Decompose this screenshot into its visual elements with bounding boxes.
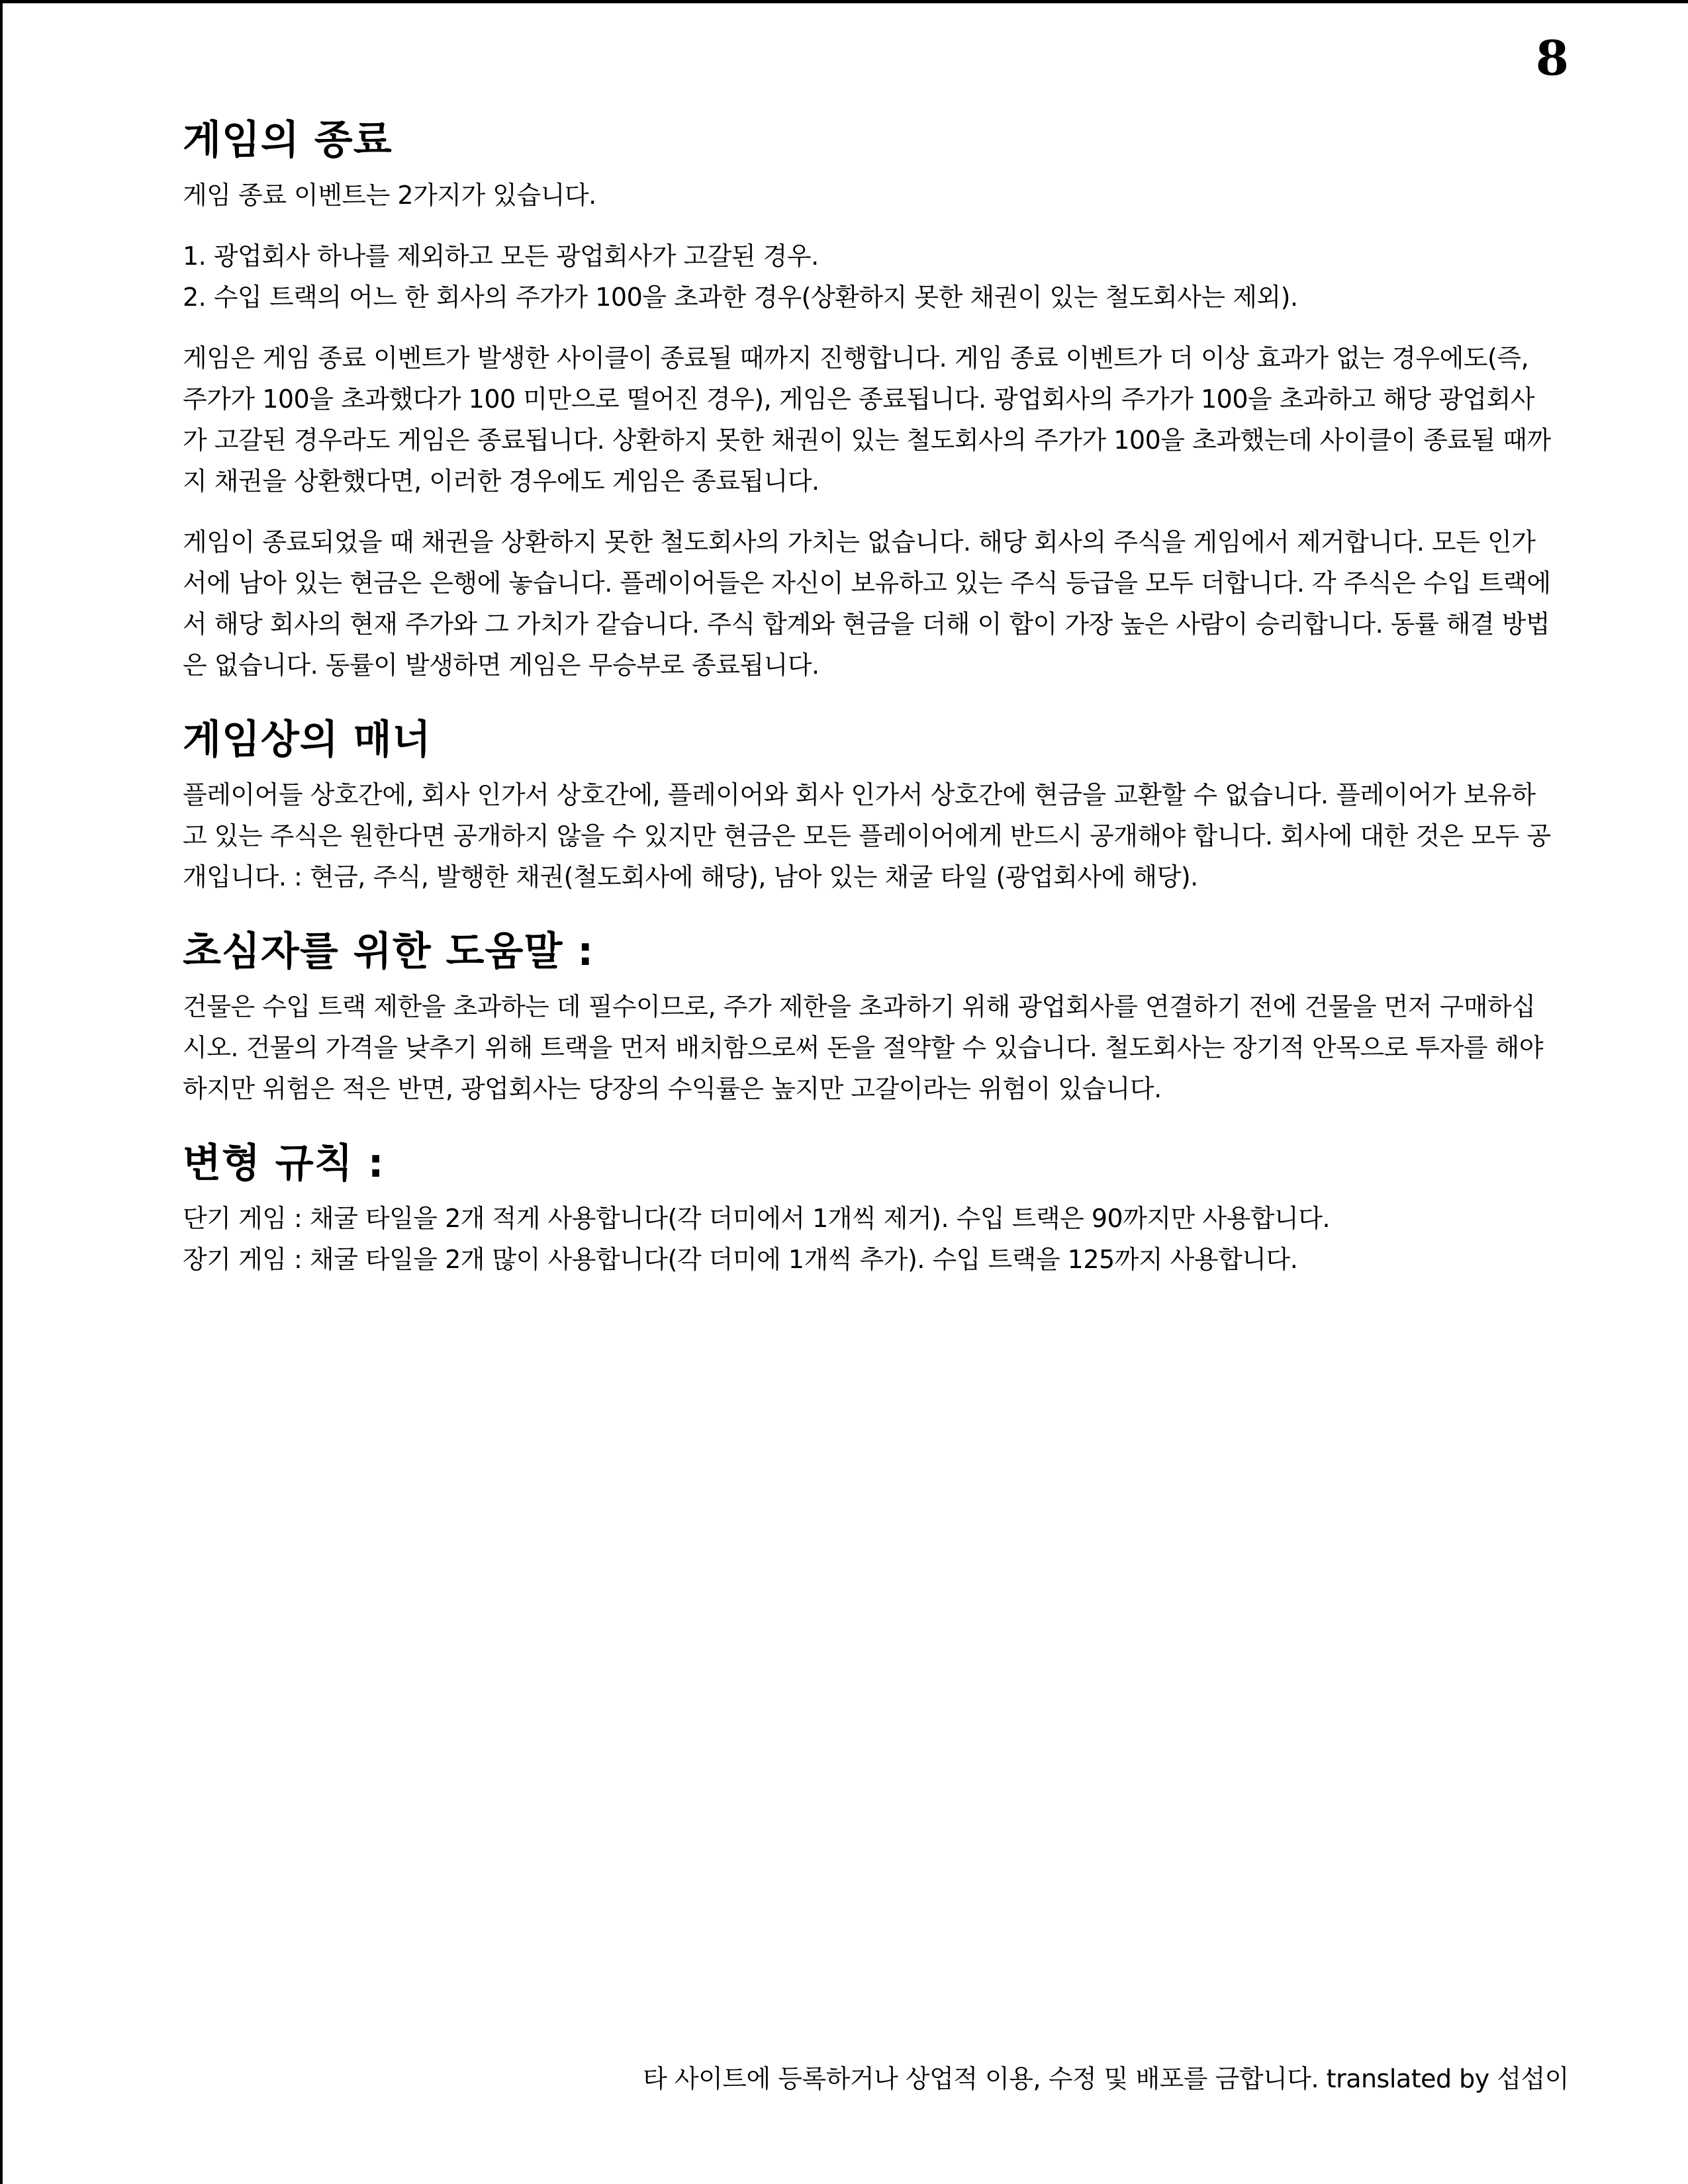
footer-notice: 타 사이트에 등록하거나 상업적 이용, 수정 및 배포를 금합니다. translated by 섭섭이 [643, 2064, 1569, 2093]
document-body [183, 113, 1553, 1280]
section-heading: 게임의 종료 [183, 117, 393, 163]
section-heading: 변형 규칙 : [183, 1140, 385, 1187]
paragraph: 플레이어들 상호간에, 회사 인가서 상호간에, 플레이어와 회사 인가서 상호간에 현금을 교환할 수 없습니다. 플레이어가 보유하고 있는 주식은 원한다면 공개하지 않을 수 있지만 현금은 모든 플레이어에게 반드시 공개해야 합니다. 회사에 대한 것은 모두 공개입니다. : 현금, 주식, 발행한 채권(철도회사에 해당), 남아 있는 채굴 타일 (광업회사에 해당). [183, 780, 1551, 891]
section-heading: 초심자를 위한 도움말 : [183, 929, 594, 975]
list-item: 2. 수입 트랙의 어느 한 회사의 주가가 100을 초과한 경우(상환하지 못한 채권이 있는 철도회사는 제외). [183, 283, 1298, 312]
variant-short-game: 단기 게임 : 채굴 타일을 2개 적게 사용합니다(각 더미에서 1개씩 제거). 수입 트랙은 90까지만 사용합니다. [183, 1204, 1331, 1233]
section-intro: 게임 종료 이벤트는 2가지가 있습니다. [183, 181, 596, 210]
section-manners [183, 712, 1553, 897]
section-heading: 게임상의 매너 [183, 717, 432, 763]
section-variant-rules [183, 1136, 1553, 1280]
section-game-end [183, 113, 1553, 686]
paragraph: 게임이 종료되었을 때 채권을 상환하지 못한 철도회사의 가치는 없습니다. 해당 회사의 주식을 게임에서 제거합니다. 모든 인가서에 남아 있는 현금은 은행에 놓습니다. 플레이어들은 자신이 보유하고 있는 주식 등급을 모두 더합니다. 각 주식은 수입 트랙에서 해당 회사의 현재 주가와 그 가치가 같습니다. 주식 합계와 현금을 더해 이 합이 가장 높은 사람이 승리합니다. 동률 해결 방법은 없습니다. 동률이 발생하면 게임은 무승부로 종료됩니다. [183, 527, 1551, 680]
paragraph: 게임은 게임 종료 이벤트가 발생한 사이클이 종료될 때까지 진행합니다. 게임 종료 이벤트가 더 이상 효과가 없는 경우에도(즉, 주가가 100을 초과했다가 100 미만으로 떨어진 경우), 게임은 종료됩니다. 광업회사의 주가가 100을 초과하고 해당 광업회사가 고갈된 경우라도 게임은 종료됩니다. 상환하지 못한 채권이 있는 철도회사의 주가가 100을 초과했는데 사이클이 종료될 때까지 채권을 상환했다면, 이러한 경우에도 게임은 종료됩니다. [183, 343, 1551, 496]
paragraph: 건물은 수입 트랙 제한을 초과하는 데 필수이므로, 주가 제한을 초과하기 위해 광업회사를 연결하기 전에 건물을 먼저 구매하십시오. 건물의 가격을 낮추기 위해 트랙을 먼저 배치함으로써 돈을 절약할 수 있습니다. 철도회사는 장기적 안목으로 투자를 해야 하지만 위험은 적은 반면, 광업회사는 당장의 수익률은 높지만 고갈이라는 위험이 있습니다. [183, 992, 1544, 1103]
end-conditions-list [183, 236, 1553, 318]
section-beginner-tips [183, 924, 1553, 1109]
variant-long-game: 장기 게임 : 채굴 타일을 2개 많이 사용합니다(각 더미에 1개씩 추가). 수입 트랙을 125까지 사용합니다. [183, 1245, 1298, 1274]
page-number: 8 [1535, 30, 1569, 86]
list-item: 1. 광업회사 하나를 제외하고 모든 광업회사가 고갈된 경우. [183, 242, 819, 271]
